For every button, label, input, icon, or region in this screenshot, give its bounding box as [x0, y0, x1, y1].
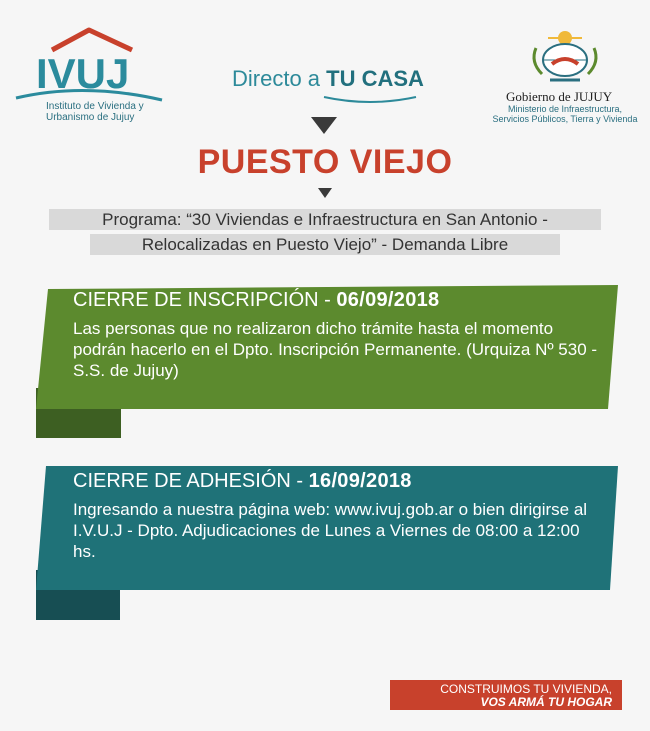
gobierno-subtitle: Ministerio de Infraestructura, Servicios Públicos, Tierra y Vivienda: [492, 104, 638, 124]
gobierno-emblem: [526, 28, 604, 86]
inscripcion-heading: [73, 289, 602, 312]
slogan-swoosh: [320, 92, 420, 104]
ivuj-subtitle: Instituto de Vivienda y Urbanismo de Jujuy: [46, 101, 144, 123]
inscripcion-date: 06/09/2018: [336, 289, 440, 311]
adhesion-content: [73, 470, 602, 562]
adhesion-body: Ingresando a nuestra página web: www.ivuj.gob.ar o bien dirigirse al I.V.U.J - Dpto. Adjudicaciones de Lunes a Viernes de 08:00 a 12:00 hs.: [73, 500, 588, 561]
footer-slogan: [390, 680, 622, 710]
inscripcion-label: CIERRE DE INSCRIPCIÓN -: [73, 289, 331, 311]
slogan: [232, 66, 424, 92]
inscripcion-banner: [30, 283, 622, 438]
program-line-1: Programa: “30 Viviendas e Infraestructura en San Antonio -: [49, 209, 601, 230]
footer-line-2: VOS ARMÁ TU HOGAR: [480, 695, 612, 709]
adhesion-banner: [30, 462, 622, 622]
down-arrow-icon: [311, 117, 337, 134]
adhesion-heading: [73, 470, 602, 493]
inscripcion-content: [73, 289, 602, 381]
down-arrow-small-icon: [318, 188, 332, 198]
page-title: PUESTO VIEJO: [197, 143, 453, 181]
footer-line-1: CONSTRUIMOS TU VIVIENDA,: [440, 682, 612, 696]
adhesion-label: CIERRE DE ADHESIÓN -: [73, 470, 304, 492]
slogan-highlight: TU CASA: [326, 66, 424, 91]
ivuj-logo-text: IVUJ: [36, 50, 130, 97]
inscripcion-body: Las personas que no realizaron dicho trámite hasta el momento podrán hacerlo en el Dpto. Inscripción Permanente. (Urquiza Nº 530 - S.S. de Jujuy): [73, 319, 598, 380]
program-line-2: Relocalizadas en Puesto Viejo” - Demanda Libre: [90, 234, 560, 255]
adhesion-date: 16/09/2018: [308, 470, 412, 492]
gobierno-title: Gobierno de JUJUY: [506, 89, 613, 104]
slogan-prefix: Directo a: [232, 66, 321, 91]
